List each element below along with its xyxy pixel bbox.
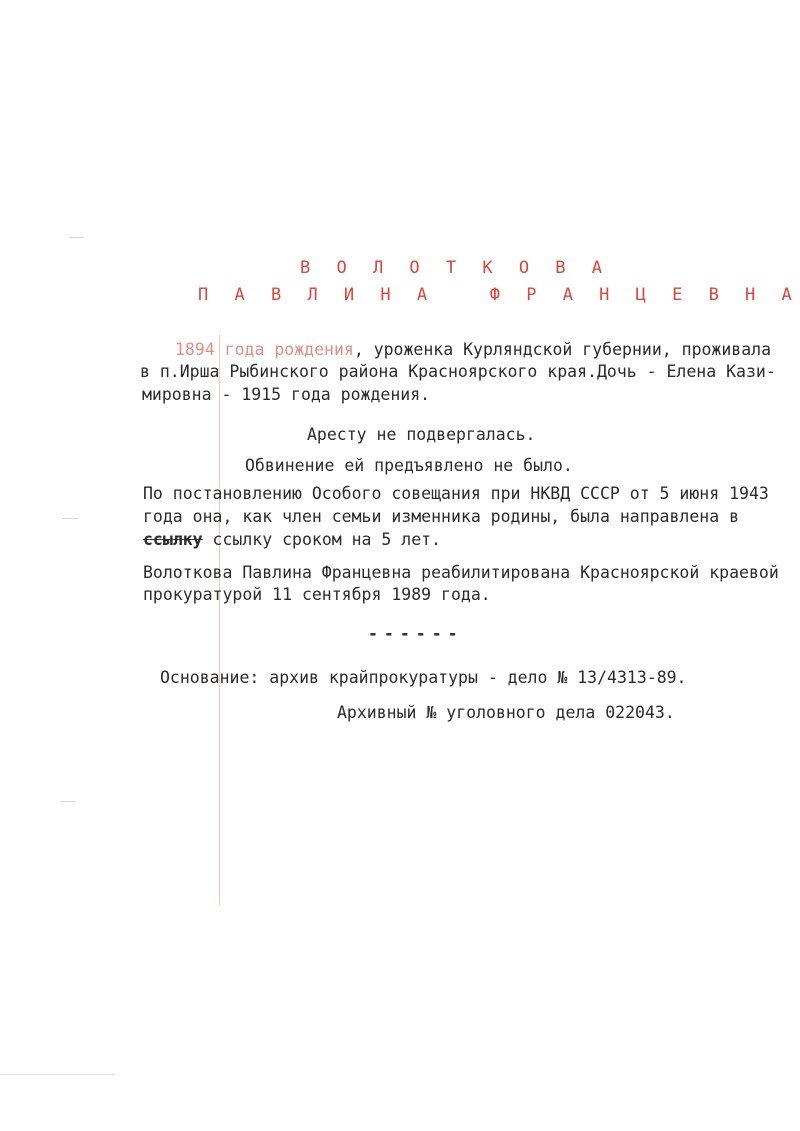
birth-year-text: 1894 года рождения: [175, 340, 354, 359]
margin-line: [219, 335, 220, 905]
charge-statement: Обвинение ей предъявлено не было.: [245, 456, 573, 475]
paragraph-3-line-2: прокуратурой 11 сентября 1989 года.: [143, 585, 491, 604]
birth-place-text: , уроженка Курляндской губернии, проживала: [353, 340, 772, 359]
given-names-heading: П А В Л И Н А Ф Р А Н Ц Е В Н А: [198, 285, 800, 305]
paragraph-2-line-2: года она, как член семьи изменника родины, была направлена в: [143, 507, 740, 526]
paragraph-1-line-3: мировна - 1915 года рождения.: [142, 385, 431, 404]
paragraph-2-line-1: По постановлению Особого совещания при НКВД СССР от 5 июня 1943: [143, 484, 769, 503]
paragraph-3-line-1: Волоткова Павлина Францевна реабилитирована Красноярской краевой: [143, 563, 779, 582]
scan-mark: [0, 1074, 115, 1075]
paragraph-1-line-2: в п.Ирша Рыбинского района Красноярского края.Дочь - Елена Кази-: [140, 362, 776, 381]
arrest-statement: Аресту не подвергалась.: [307, 425, 536, 444]
separator-dashes: ------: [368, 624, 464, 643]
overtyped-word: ссылку: [143, 530, 203, 549]
scan-mark: [70, 237, 84, 238]
exile-term-text: ссылку сроком на 5 лет.: [202, 530, 442, 549]
surname-heading: В О Л О Т К О В А: [300, 258, 610, 278]
scan-mark: [60, 801, 76, 802]
basis-note: Основание: архив крайпрокуратуры - дело № 13/4313-89.: [160, 668, 687, 687]
paragraph-1-line-1: [175, 340, 771, 360]
scan-mark: [62, 518, 78, 519]
archive-number-note: Архивный № уголовного дела 022043.: [337, 703, 675, 722]
paragraph-2-line-3: [143, 530, 441, 550]
